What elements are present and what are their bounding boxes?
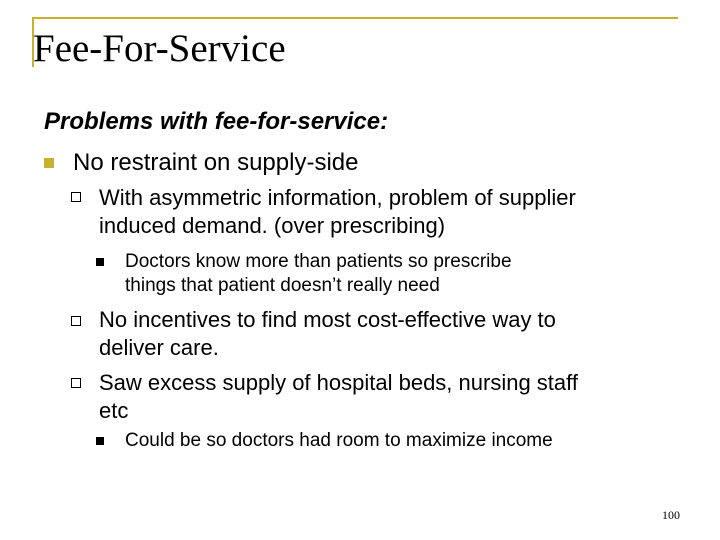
slide-title: Fee-For-Service <box>33 27 286 70</box>
hollow-square-bullet-icon <box>71 316 81 326</box>
square-bullet-icon <box>44 158 54 168</box>
page-number: 100 <box>662 508 680 522</box>
sub-bullet-line-2: etc <box>99 398 129 423</box>
small-square-bullet-icon <box>96 258 104 266</box>
sub-sub-bullet-line-1: Doctors know more than patients so prescribe <box>125 251 512 272</box>
sub-bullet-line-1: Saw excess supply of hospital beds, nursing staff <box>99 370 578 395</box>
slide-subtitle: Problems with fee-for-service: <box>44 108 389 135</box>
small-square-bullet-icon <box>96 437 104 445</box>
sub-bullet-line-2: deliver care. <box>99 335 219 360</box>
bullet-text: No restraint on supply-side <box>73 149 359 176</box>
hollow-square-bullet-icon <box>71 378 81 388</box>
sub-sub-bullet-line-2: things that patient doesn’t really need <box>125 275 440 296</box>
hollow-square-bullet-icon <box>71 192 81 202</box>
sub-sub-bullet-line-1: Could be so doctors had room to maximize income <box>125 430 553 451</box>
sub-bullet-line-2: induced demand. (over prescribing) <box>99 213 446 238</box>
sub-bullet-line-1: With asymmetric information, problem of supplier <box>99 185 576 210</box>
sub-bullet-line-1: No incentives to find most cost-effective way to <box>99 307 556 332</box>
title-frame-top-rule <box>32 17 678 19</box>
